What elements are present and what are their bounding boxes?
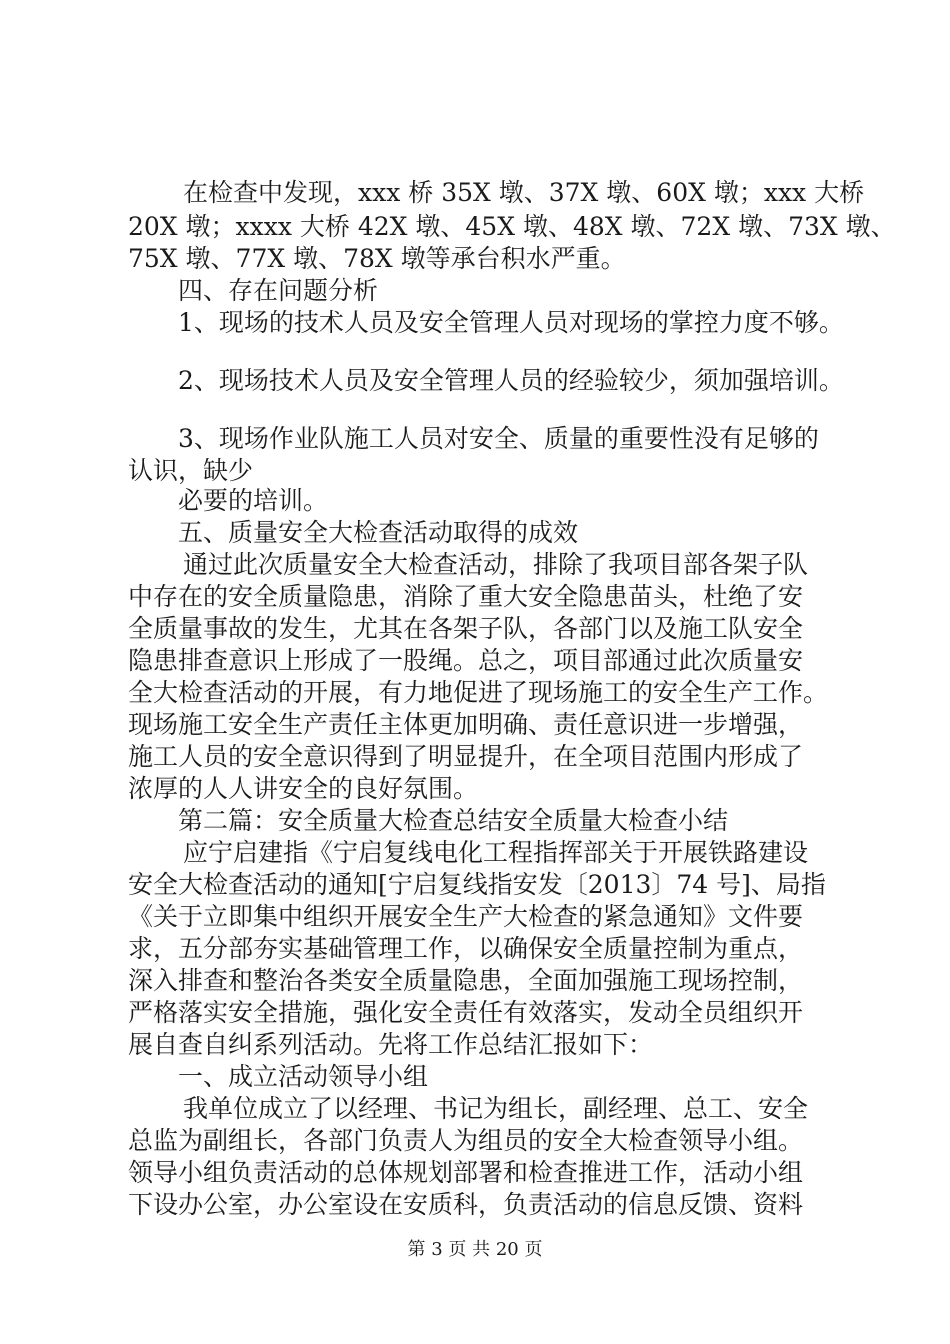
section-heading: 四、存在问题分析 bbox=[178, 276, 379, 305]
text-line: 总监为副组长，各部门负责人为组员的安全大检查领导小组。 bbox=[128, 1126, 804, 1155]
text-line: 隐患排查意识上形成了一股绳。总之，项目部通过此次质量安 bbox=[128, 646, 804, 675]
text-line: 认识，缺少 bbox=[128, 456, 254, 485]
text-line: 在检查中发现，xxx 桥 35X 墩、37X 墩、60X 墩；xxx 大桥 bbox=[183, 178, 865, 207]
text-line: 我单位成立了以经理、书记为组长，副经理、总工、安全 bbox=[183, 1094, 809, 1123]
text-line: 全质量事故的发生，尤其在各架子队，各部门以及施工队安全 bbox=[128, 614, 804, 643]
text-line: 中存在的安全质量隐患，消除了重大安全隐患苗头，杜绝了安 bbox=[128, 582, 804, 611]
text-line: 75X 墩、77X 墩、78X 墩等承台积水严重。 bbox=[128, 244, 626, 273]
text-line: 下设办公室，办公室设在安质科，负责活动的信息反馈、资料 bbox=[128, 1190, 804, 1219]
section-heading: 五、质量安全大检查活动取得的成效 bbox=[178, 518, 579, 547]
text-line: 1、现场的技术人员及安全管理人员对现场的掌控力度不够。 bbox=[178, 308, 844, 337]
text-line: 安全大检查活动的通知[宁启复线指安发〔2013〕74 号]、局指 bbox=[128, 870, 826, 899]
section-heading: 第二篇：安全质量大检查总结安全质量大检查小结 bbox=[178, 806, 729, 835]
text-line: 展自查自纠系列活动。先将工作总结汇报如下： bbox=[128, 1030, 654, 1059]
text-line: 全大检查活动的开展，有力地促进了现场施工的安全生产工作。 bbox=[128, 678, 829, 707]
text-line: 施工人员的安全意识得到了明显提升，在全项目范围内形成了 bbox=[128, 742, 804, 771]
text-line: 领导小组负责活动的总体规划部署和检查推进工作，活动小组 bbox=[128, 1158, 804, 1187]
text-line: 通过此次质量安全大检查活动，排除了我项目部各架子队 bbox=[183, 550, 809, 579]
text-line: 20X 墩；xxxx 大桥 42X 墩、45X 墩、48X 墩、72X 墩、73X 墩、 bbox=[128, 212, 896, 241]
text-line: 浓厚的人人讲安全的良好氛围。 bbox=[128, 774, 479, 803]
section-heading: 一、成立活动领导小组 bbox=[178, 1062, 429, 1091]
text-line: 现场施工安全生产责任主体更加明确、责任意识进一步增强， bbox=[128, 710, 804, 739]
text-line: 2、现场技术人员及安全管理人员的经验较少，须加强培训。 bbox=[178, 366, 844, 395]
text-line: 必要的培训。 bbox=[178, 486, 329, 515]
text-line: 应宁启建指《宁启复线电化工程指挥部关于开展铁路建设 bbox=[183, 838, 809, 867]
page-number-footer: 第 3 页 共 20 页 bbox=[407, 1239, 543, 1260]
text-line: 深入排查和整治各类安全质量隐患，全面加强施工现场控制， bbox=[128, 966, 804, 995]
text-line: 严格落实安全措施，强化安全责任有效落实，发动全员组织开 bbox=[128, 998, 804, 1027]
text-line: 求，五分部夯实基础管理工作，以确保安全质量控制为重点， bbox=[128, 934, 804, 963]
text-line: 《关于立即集中组织开展安全生产大检查的紧急通知》文件要 bbox=[128, 902, 804, 931]
text-line: 3、现场作业队施工人员对安全、质量的重要性没有足够的 bbox=[178, 424, 819, 453]
